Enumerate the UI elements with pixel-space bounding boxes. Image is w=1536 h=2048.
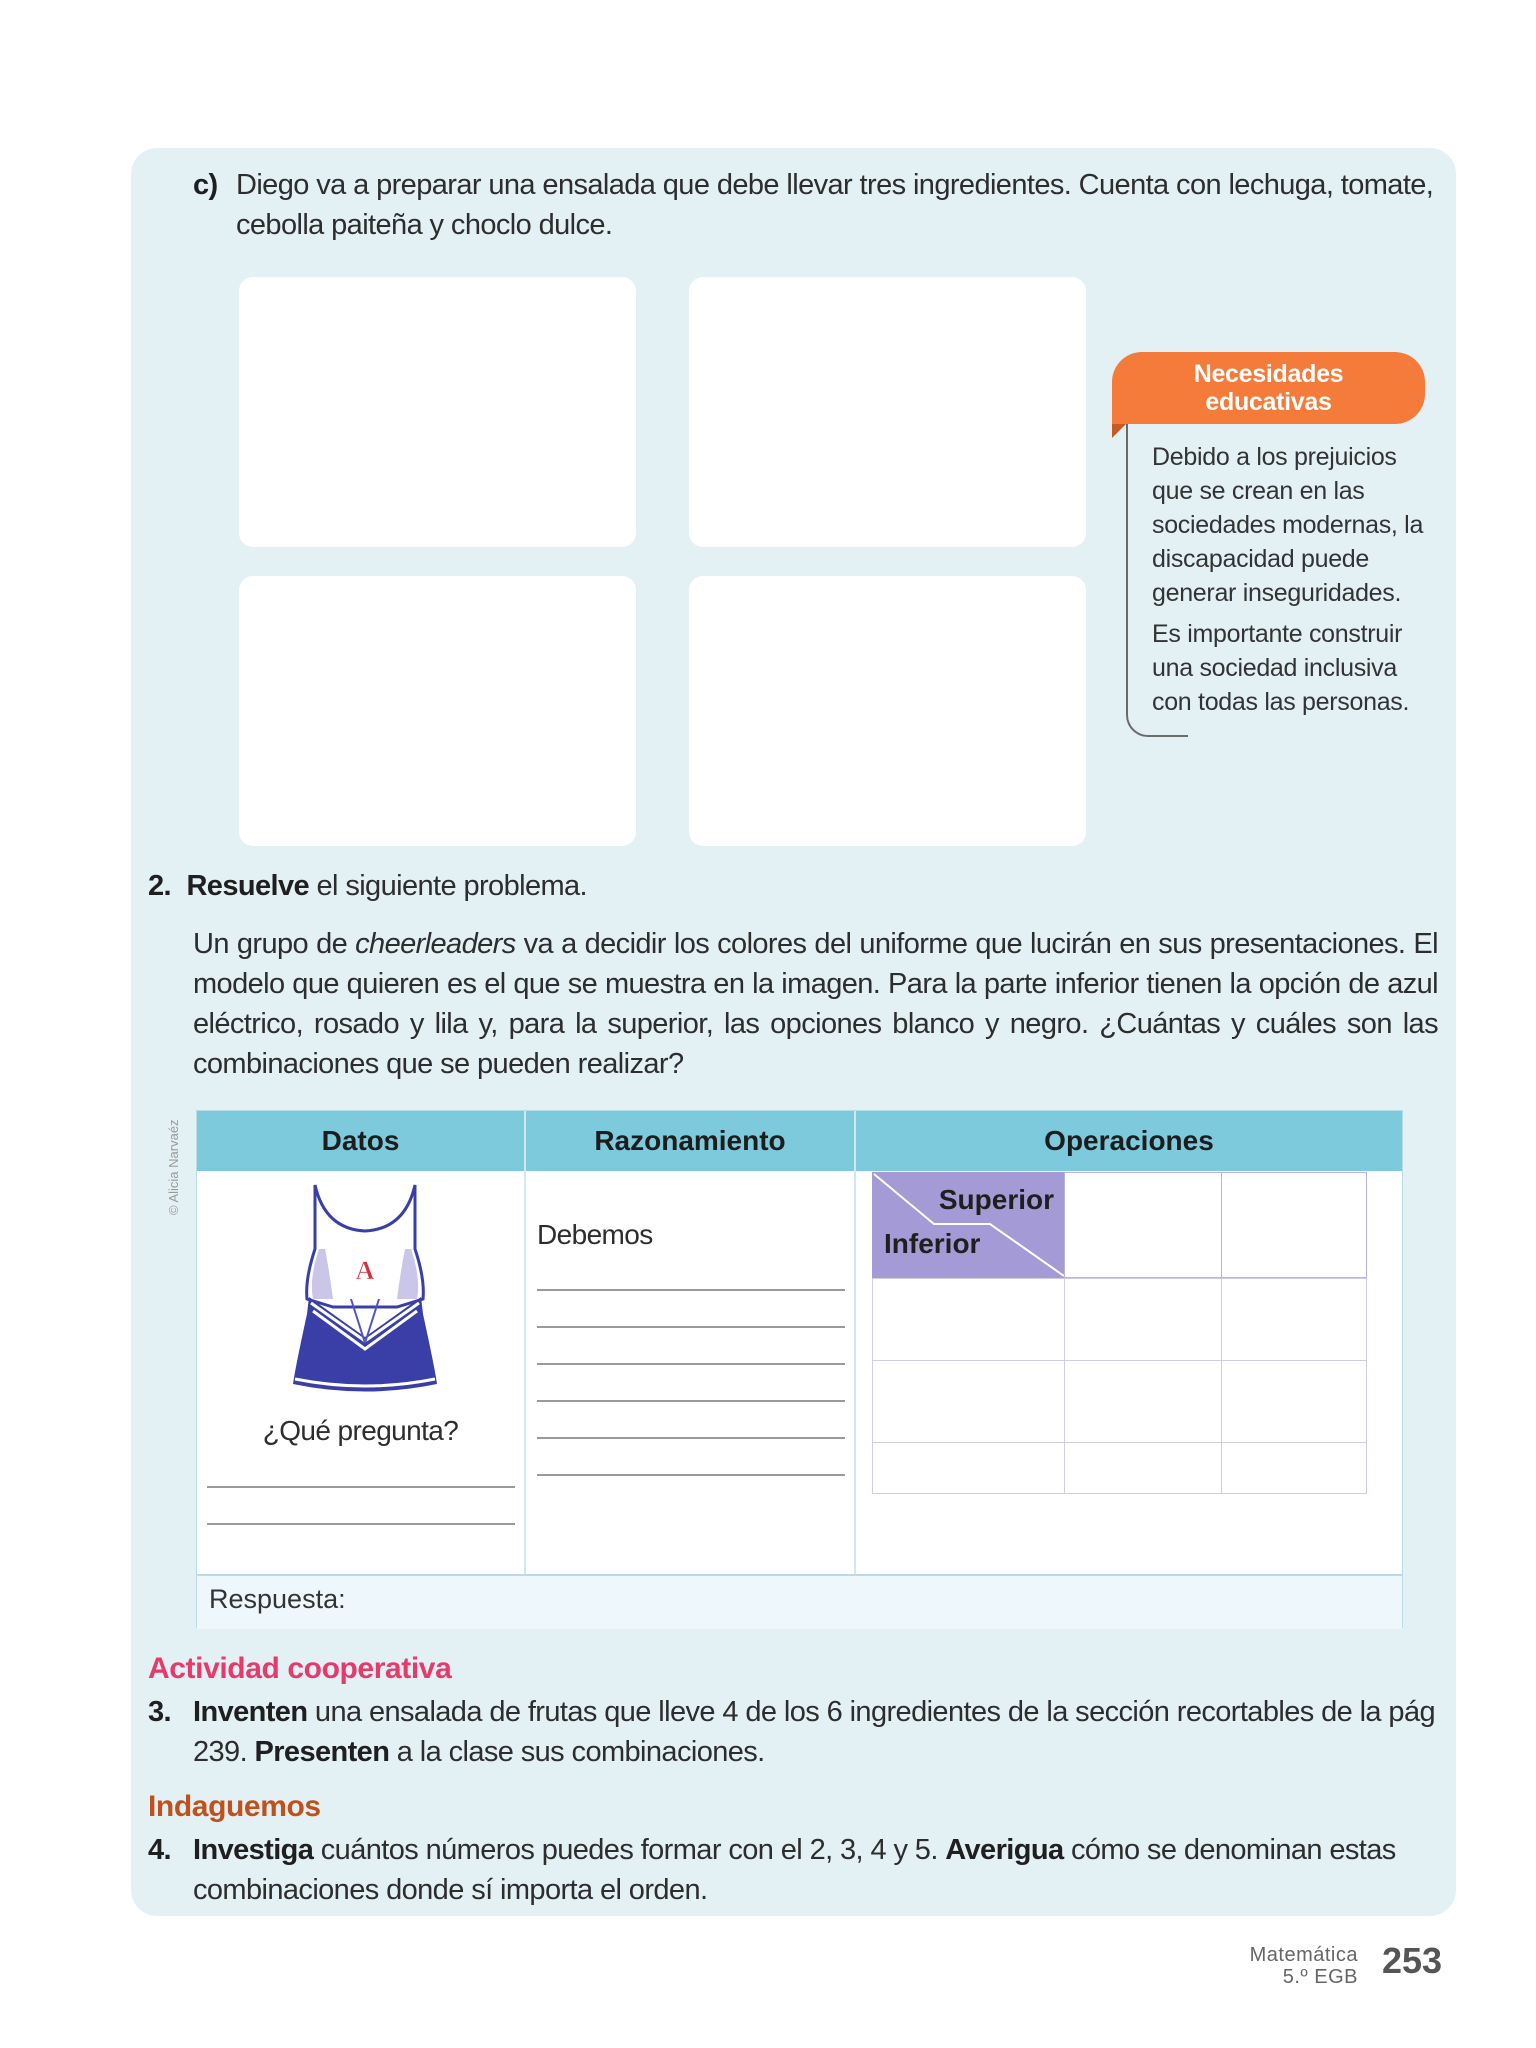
callout-body	[1152, 440, 1432, 726]
answer-box-4[interactable]	[689, 576, 1086, 846]
problem-text-post: va a decidir los colores del uniforme que lucirán en sus presentaciones. El modelo que quieren es el que se muestra en la imagen. Para la parte inferior tienen la opción de azul eléctrico, rosado y lila y, para la superior, las opciones blanco y negro. ¿Cuántas y cuáles son las combinaciones que se pueden realizar?	[193, 928, 1438, 1080]
grid-cell[interactable]	[1221, 1278, 1367, 1361]
grid-cell[interactable]	[872, 1278, 1065, 1361]
write-line[interactable]	[207, 1523, 515, 1525]
header-datos: Datos	[197, 1111, 524, 1171]
write-line[interactable]	[537, 1363, 845, 1365]
item-3-text-1: una ensalada de frutas que lleve 4 de los 6 ingredientes de la sección recortables de la pág 239.	[193, 1696, 1436, 1768]
column-divider	[854, 1111, 856, 1574]
callout-paragraph-2: Es importante construir una sociedad inclusiva con todas las personas.	[1152, 620, 1410, 716]
header-razonamiento: Razonamiento	[526, 1111, 854, 1171]
grid-cell[interactable]	[1064, 1442, 1222, 1494]
grid-cell[interactable]	[1064, 1360, 1222, 1443]
item-c-label: c)	[193, 169, 218, 201]
grid-label-superior: Superior	[938, 1184, 1054, 1215]
grid-cell[interactable]	[1221, 1360, 1367, 1443]
problem-text-pre: Un grupo de	[193, 928, 356, 960]
item-3	[148, 1692, 1438, 1772]
column-divider	[524, 1111, 526, 1574]
item-4-text-2: cómo se denominan estas combinaciones donde sí importa el orden.	[193, 1834, 1396, 1906]
grid-cell[interactable]	[1221, 1442, 1367, 1494]
razonamiento-prompt: Debemos	[537, 1219, 653, 1250]
write-line[interactable]	[207, 1486, 515, 1488]
item-3-text-2: a la clase sus combinaciones.	[389, 1736, 765, 1768]
item-c-text: Diego va a preparar una ensalada que debe llevar tres ingredientes. Cuenta con lechuga, tomate, cebolla paiteña y choclo dulce.	[236, 169, 1434, 241]
cooperative-activity-title: Actividad cooperativa	[148, 1652, 452, 1685]
item-2-heading	[148, 866, 587, 906]
footer-subject	[1250, 1944, 1358, 1988]
item-4-verb-1: Investiga	[193, 1834, 314, 1866]
answer-box-3[interactable]	[239, 576, 636, 846]
grid-corner-header	[872, 1172, 1064, 1278]
svg-text:A: A	[355, 1256, 375, 1285]
item-4-text-1: cuántos números puedes formar con el 2, 3, 4 y 5.	[313, 1834, 946, 1866]
problem-text-italic: cheerleaders	[355, 928, 516, 960]
callout-title-line2: educativas	[1205, 388, 1332, 416]
footer-subject-name: Matemática	[1249, 1944, 1358, 1966]
grid-cell[interactable]	[1064, 1172, 1222, 1278]
item-2-number: 2.	[148, 870, 171, 902]
item-c	[193, 165, 1438, 245]
image-credit: © Alicia Narvaéz	[166, 1119, 181, 1215]
grid-cell[interactable]	[872, 1442, 1065, 1494]
grid-cell[interactable]	[1221, 1172, 1367, 1278]
footer-grade: 5.º EGB	[1282, 1966, 1358, 1988]
item-2-problem	[193, 924, 1438, 1084]
callout-title	[1112, 352, 1425, 424]
write-line[interactable]	[537, 1326, 845, 1328]
item-4-verb-2: Averigua	[945, 1834, 1064, 1866]
item-3-number: 3.	[148, 1696, 171, 1728]
indaguemos-title: Indaguemos	[148, 1790, 321, 1823]
write-line[interactable]	[537, 1289, 845, 1291]
item-4-number: 4.	[148, 1834, 171, 1866]
callout-paragraph-1: Debido a los prejuicios que se crean en las sociedades modernas, la discapacidad puede generar inseguridades.	[1152, 443, 1424, 607]
callout-fold	[1112, 424, 1126, 438]
write-line[interactable]	[537, 1400, 845, 1402]
item-4	[148, 1830, 1438, 1910]
item-3-verb-1: Inventen	[193, 1696, 308, 1728]
item-2-rest: el siguiente problema.	[309, 870, 588, 902]
grid-label-inferior: Inferior	[884, 1228, 981, 1259]
answer-row[interactable]	[197, 1574, 1402, 1629]
write-line[interactable]	[537, 1474, 845, 1476]
grid-cell[interactable]	[1064, 1278, 1222, 1361]
write-line[interactable]	[537, 1437, 845, 1439]
callout-title-line1: Necesidades	[1193, 360, 1344, 388]
header-operaciones: Operaciones	[856, 1111, 1402, 1171]
cheerleader-dress-image	[285, 1179, 445, 1405]
item-2-verb: Resuelve	[186, 870, 310, 902]
page-number: 253	[1382, 1940, 1443, 1981]
answer-box-2[interactable]	[689, 277, 1086, 547]
item-3-verb-2: Presenten	[254, 1736, 390, 1768]
answer-label: Respuesta:	[209, 1584, 346, 1614]
datos-question: ¿Qué pregunta?	[262, 1415, 459, 1446]
answer-box-1[interactable]	[239, 277, 636, 547]
grid-cell[interactable]	[872, 1360, 1065, 1443]
